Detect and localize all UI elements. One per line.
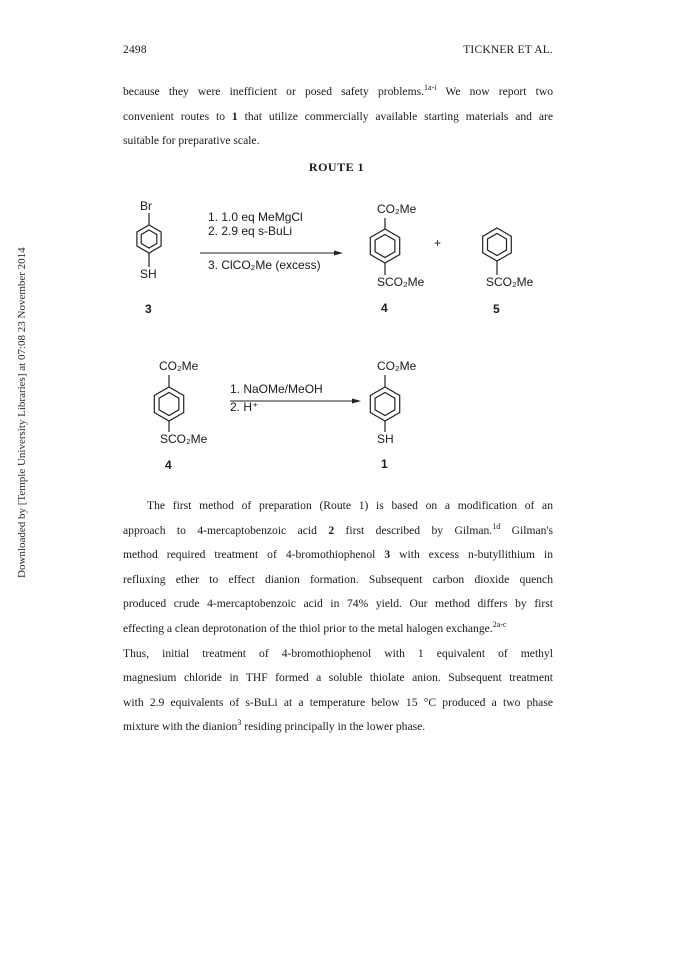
reference-superscript: 2a-c [492, 620, 507, 630]
route-heading: ROUTE 1 [308, 160, 365, 174]
body-line [123, 715, 553, 740]
plus-sign: + [434, 236, 442, 250]
intro-text: because they were inefficient or posed safety problems. [123, 85, 425, 98]
body-paragraph [123, 494, 553, 740]
intro-text: We now report two [436, 85, 553, 98]
body-line: produced crude 4-mercaptobenzoic acid in 74% yield. Our method differs by first [123, 597, 553, 611]
compound-number: 3 [145, 302, 152, 316]
running-title: TICKNER ET AL. [463, 44, 553, 56]
benzene-ring [370, 229, 399, 263]
substituent-label: SH [140, 267, 157, 281]
benzene-ring [137, 225, 161, 253]
body-text: with excess n-butyllithium in [390, 548, 553, 562]
compound-ref: 2 [328, 523, 335, 537]
compound-ref: 3 [384, 548, 391, 562]
reference-superscript: 1a-i [424, 83, 437, 93]
body-text: residing principally in the lower phase. [241, 720, 426, 734]
reaction-condition: 3. ClCO₂Me (excess) [208, 258, 321, 272]
body-line: with 2.9 equivalents of s-BuLi at a temperature below 15 °C produced a two phase [123, 695, 553, 709]
reference-superscript: 1d [492, 521, 501, 531]
benzene-ring [483, 228, 512, 261]
substituent-label: CO₂Me [159, 359, 199, 373]
compound-number: 5 [493, 302, 500, 316]
benzene-ring [154, 387, 183, 421]
intro-line: suitable for preparative scale. [123, 134, 260, 148]
body-text: first described by Gilman. [334, 523, 493, 537]
body-text: method required treatment of 4-bromothiophenol [123, 548, 385, 562]
substituent-label: Br [140, 199, 152, 213]
body-line: refluxing ether to effect dianion formation. Subsequent carbon dioxide quench [123, 572, 553, 586]
compound-number: 1 [381, 457, 388, 471]
substituent-label: CO₂Me [377, 359, 417, 373]
reaction-condition: 1. 1.0 eq MeMgCl [208, 210, 303, 224]
body-line: The first method of preparation (Route 1) is based on a modification of an [147, 499, 553, 512]
body-line [123, 543, 553, 568]
substituent-label: SCO₂Me [486, 275, 534, 289]
substituent-label: SH [377, 432, 394, 446]
arrow-head [352, 399, 361, 404]
reaction-condition: 2. 2.9 eq s-BuLi [208, 224, 293, 238]
reaction-condition: 2. H⁺ [230, 400, 259, 414]
body-text: approach to 4-mercaptobenzoic acid [123, 523, 329, 537]
body-text: mixture with the dianion [123, 720, 238, 734]
substituent-label: SCO₂Me [377, 275, 425, 289]
arrow-head [334, 251, 343, 256]
substituent-label: CO₂Me [377, 202, 417, 216]
compound-number: 4 [165, 458, 172, 472]
reference-superscript: 3 [237, 718, 242, 728]
substituent-label: SCO₂Me [160, 432, 208, 446]
body-line [123, 617, 553, 642]
body-text: Gilman's [500, 523, 554, 537]
compound-number: 4 [381, 301, 388, 315]
download-notice: Downloaded by [Temple University Libraries] at 07:08 23 November 2014 [16, 247, 28, 578]
body-line [123, 519, 553, 544]
intro-text: that utilize commercially available starting materials and are [237, 109, 553, 123]
reaction-condition: 1. NaOMe/MeOH [230, 382, 323, 396]
intro-text: convenient routes to [123, 109, 232, 123]
compound-ref: 1 [231, 109, 238, 123]
body-line: Thus, initial treatment of 4-bromothiophenol with 1 equivalent of methyl [123, 646, 553, 660]
body-text: effecting a clean deprotonation of the thiol prior to the metal halogen exchange. [123, 621, 493, 635]
page-number: 2498 [123, 44, 147, 56]
benzene-ring [370, 387, 399, 421]
body-line: magnesium chloride in THF formed a soluble thiolate anion. Subsequent treatment [123, 671, 553, 685]
